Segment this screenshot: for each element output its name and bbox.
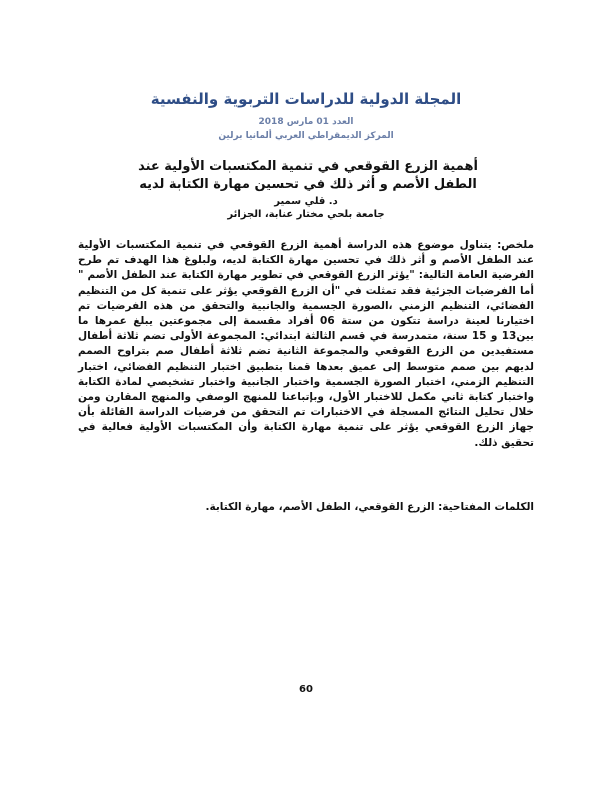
abstract-text: يتناول موضوع هذه الدراسة أهمية الزرع القوقعي في تنمية المكتسبات الأولية عند الطفل الأصم و أثر ذلك في تحسين مهارة الكتابة لديه، ولبلوغ هذا الهدف تم طرح الفرضية العامة التالية: "يؤثر الزرع القوقعي في تطوير مهارة الكتابة عند الطفل الأصم " أما الفرضيات الجزئية فقد تمثلت في "أن الزرع القوقعي يؤثر على تنمية كل من التنظيم الفضائي، التنظيم الزمني ،الصورة الجسمية والجانبية والتحقق من هذه الفرضيات تم اختيارنا لعينة دراسة تتكون من ستة 06 أفراد مقسمة إلى مجموعتين يبلغ عمرها ما بين13 و 15 سنة، متمدرسة في قسم الثالثة ابتدائي: المجموعة الأولى تضم ثلاثة أطفال مستفيدين من الزرع القوقعي والمجموعة الثانية تضم ثلاثة أطفال صم بتراوح الصمم لديهم بين صمم متوسط إلى عميق بعدها قمنا بتطبيق اختبار التنظيم الفضائي، اختبار التنظيم الزمني، اختبار الصورة الجسمية واختبار الجانبية واختبار تشخيصي لمادة الكتابة واختبار كتابة ثاني مكمل للاختبار الأول، وبإتباعنا للمنهج الوصفي والمنهج المقارن ومن خلال تحليل النتائج المسجلة في الاختبارات تم التحقق من فرضيات الدراسة القائلة بأن جهاز الزرع القوقعي يؤثر على تنمية مهارة الكتابة وأن المكتسبات الأولية فعالية في تحقيق ذلك. bbox=[78, 239, 534, 449]
abstract bbox=[78, 238, 534, 451]
keywords-text: الزرع القوقعي، الطفل الأصم، مهارة الكتابة. bbox=[205, 501, 439, 513]
article-title: أهمية الزرع القوقعي في تنمية المكتسبات الأولية عند الطفل الأصم و أثر ذلك في تحسين مهارة الكتابة لديه bbox=[138, 159, 478, 192]
issue-line: العدد 01 مارس 2018 bbox=[258, 117, 354, 127]
page-number: 60 bbox=[299, 684, 313, 695]
keywords bbox=[78, 500, 534, 515]
publisher-line: المركز الديمقراطي العربي ألمانيا برلين bbox=[218, 131, 394, 141]
author-affiliation: جامعة بلحي مختار عنابة، الجزائر bbox=[227, 209, 385, 220]
journal-title: المجلة الدولية للدراسات التربوية والنفسية bbox=[150, 90, 462, 108]
abstract-label: ملخص: bbox=[497, 239, 534, 251]
author-name: د. قلي سمير bbox=[274, 196, 338, 207]
keywords-label: الكلمات المفتاحية: bbox=[438, 501, 534, 513]
